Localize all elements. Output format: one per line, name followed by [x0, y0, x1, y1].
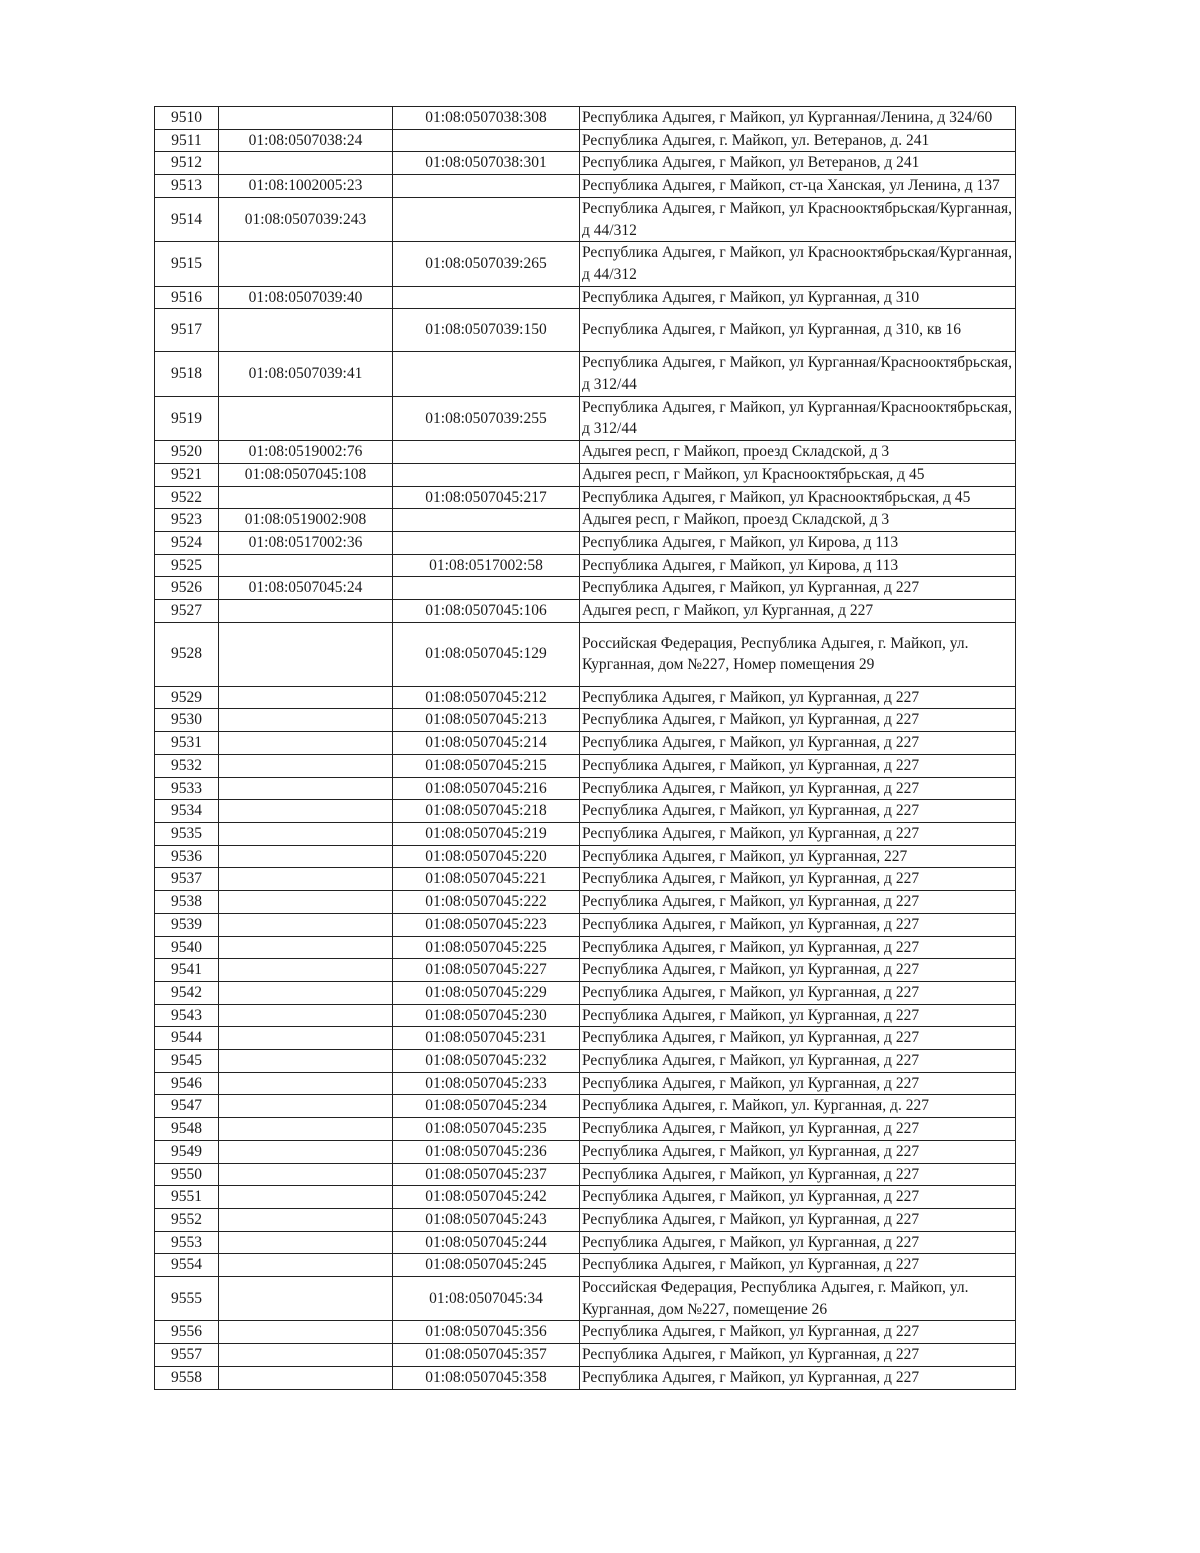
address-cell: Республика Адыгея, г Майкоп, ул Курганная, д 227 — [580, 1231, 1016, 1254]
table-row — [155, 286, 1016, 309]
cadastral-number-cell — [219, 1072, 393, 1095]
cadastral-number-cell — [219, 1366, 393, 1389]
premises-cadastral-number-cell: 01:08:0507045:357 — [393, 1344, 580, 1367]
cadastral-number-cell: 01:08:0507039:40 — [219, 286, 393, 309]
cadastral-number-cell — [219, 754, 393, 777]
table-row — [155, 1231, 1016, 1254]
row-number-cell: 9537 — [155, 868, 219, 891]
premises-cadastral-number-cell: 01:08:0507045:213 — [393, 709, 580, 732]
table-row — [155, 777, 1016, 800]
table-row — [155, 822, 1016, 845]
premises-cadastral-number-cell: 01:08:0507039:265 — [393, 242, 580, 286]
premises-cadastral-number-cell: 01:08:0507045:230 — [393, 1004, 580, 1027]
premises-cadastral-number-cell: 01:08:0507045:245 — [393, 1254, 580, 1277]
premises-cadastral-number-cell: 01:08:0507045:356 — [393, 1321, 580, 1344]
table-row — [155, 486, 1016, 509]
premises-cadastral-number-cell: 01:08:0507045:129 — [393, 622, 580, 686]
premises-cadastral-number-cell — [393, 286, 580, 309]
premises-cadastral-number-cell: 01:08:0507045:214 — [393, 732, 580, 755]
cadastral-number-cell — [219, 959, 393, 982]
premises-cadastral-number-cell — [393, 129, 580, 152]
row-number-cell: 9549 — [155, 1140, 219, 1163]
premises-cadastral-number-cell: 01:08:0507045:34 — [393, 1277, 580, 1321]
table-row — [155, 800, 1016, 823]
table-row — [155, 1118, 1016, 1141]
address-cell: Республика Адыгея, г Майкоп, ул Курганная, д 227 — [580, 754, 1016, 777]
row-number-cell: 9517 — [155, 309, 219, 352]
premises-cadastral-number-cell — [393, 531, 580, 554]
row-number-cell: 9525 — [155, 554, 219, 577]
address-cell: Республика Адыгея, г Майкоп, ул Курганная, д 227 — [580, 1366, 1016, 1389]
cadastral-number-cell: 01:08:0507038:24 — [219, 129, 393, 152]
premises-cadastral-number-cell — [393, 175, 580, 198]
cadastral-number-cell — [219, 845, 393, 868]
premises-cadastral-number-cell — [393, 352, 580, 396]
row-number-cell: 9547 — [155, 1095, 219, 1118]
row-number-cell: 9513 — [155, 175, 219, 198]
premises-cadastral-number-cell: 01:08:0517002:58 — [393, 554, 580, 577]
table-row — [155, 1004, 1016, 1027]
table-row — [155, 1163, 1016, 1186]
row-number-cell: 9534 — [155, 800, 219, 823]
address-cell: Республика Адыгея, г Майкоп, ул Курганная, д 227 — [580, 1186, 1016, 1209]
table-row — [155, 352, 1016, 396]
row-number-cell: 9514 — [155, 197, 219, 241]
premises-cadastral-number-cell: 01:08:0507045:232 — [393, 1050, 580, 1073]
premises-cadastral-number-cell: 01:08:0507039:255 — [393, 396, 580, 440]
cadastral-number-cell — [219, 1095, 393, 1118]
cadastral-number-cell — [219, 1231, 393, 1254]
address-cell: Республика Адыгея, г Майкоп, ул Курганная, 227 — [580, 845, 1016, 868]
cadastral-number-cell — [219, 1321, 393, 1344]
row-number-cell: 9532 — [155, 754, 219, 777]
address-cell: Республика Адыгея, г Майкоп, ул Курганная, д 227 — [580, 800, 1016, 823]
address-cell: Республика Адыгея, г Майкоп, ул Курганная, д 227 — [580, 913, 1016, 936]
table-row — [155, 709, 1016, 732]
address-cell: Республика Адыгея, г Майкоп, ул Курганная/Ленина, д 324/60 — [580, 107, 1016, 130]
premises-cadastral-number-cell: 01:08:0507045:222 — [393, 891, 580, 914]
address-cell: Республика Адыгея, г Майкоп, ул Курганная, д 227 — [580, 577, 1016, 600]
table-row — [155, 754, 1016, 777]
premises-cadastral-number-cell: 01:08:0507045:227 — [393, 959, 580, 982]
address-cell: Республика Адыгея, г Майкоп, ул Курганная, д 227 — [580, 1140, 1016, 1163]
cadastral-number-cell — [219, 622, 393, 686]
row-number-cell: 9519 — [155, 396, 219, 440]
address-cell: Республика Адыгея, г Майкоп, ул Курганная, д 227 — [580, 1072, 1016, 1095]
row-number-cell: 9515 — [155, 242, 219, 286]
table-row — [155, 868, 1016, 891]
table-row — [155, 1072, 1016, 1095]
address-cell: Республика Адыгея, г Майкоп, ул Курганная, д 227 — [580, 1118, 1016, 1141]
cadastral-number-cell — [219, 1186, 393, 1209]
row-number-cell: 9518 — [155, 352, 219, 396]
cadastral-number-cell — [219, 800, 393, 823]
table-row — [155, 175, 1016, 198]
table-row — [155, 107, 1016, 130]
address-cell: Республика Адыгея, г Майкоп, ул Курганная, д 227 — [580, 868, 1016, 891]
cadastral-number-cell — [219, 936, 393, 959]
row-number-cell: 9539 — [155, 913, 219, 936]
premises-cadastral-number-cell: 01:08:0507045:106 — [393, 600, 580, 623]
address-cell: Республика Адыгея, г Майкоп, ул Курганная, д 227 — [580, 777, 1016, 800]
premises-cadastral-number-cell: 01:08:0507045:212 — [393, 686, 580, 709]
address-cell: Республика Адыгея, г Майкоп, ул Курганная, д 227 — [580, 686, 1016, 709]
premises-cadastral-number-cell: 01:08:0507045:236 — [393, 1140, 580, 1163]
address-cell: Республика Адыгея, г Майкоп, ул Курганная, д 227 — [580, 732, 1016, 755]
row-number-cell: 9527 — [155, 600, 219, 623]
cadastral-number-cell: 01:08:0519002:76 — [219, 441, 393, 464]
row-number-cell: 9520 — [155, 441, 219, 464]
table-row — [155, 1254, 1016, 1277]
premises-cadastral-number-cell: 01:08:0507038:301 — [393, 152, 580, 175]
address-cell: Республика Адыгея, г Майкоп, ул Краснооктябрьская/Курганная, д 44/312 — [580, 197, 1016, 241]
address-cell: Республика Адыгея, г Майкоп, ул Кирова, д 113 — [580, 554, 1016, 577]
cadastral-number-cell — [219, 486, 393, 509]
row-number-cell: 9535 — [155, 822, 219, 845]
table-row — [155, 1208, 1016, 1231]
table-row — [155, 1027, 1016, 1050]
table-row — [155, 913, 1016, 936]
premises-cadastral-number-cell: 01:08:0507045:225 — [393, 936, 580, 959]
cadastral-number-cell — [219, 1344, 393, 1367]
premises-cadastral-number-cell: 01:08:0507039:150 — [393, 309, 580, 352]
address-cell: Республика Адыгея, г Майкоп, ул Курганная, д 227 — [580, 1254, 1016, 1277]
premises-cadastral-number-cell: 01:08:0507045:223 — [393, 913, 580, 936]
row-number-cell: 9526 — [155, 577, 219, 600]
row-number-cell: 9540 — [155, 936, 219, 959]
table-row — [155, 1050, 1016, 1073]
cadastral-number-cell — [219, 600, 393, 623]
row-number-cell: 9523 — [155, 509, 219, 532]
cadastral-number-cell — [219, 1254, 393, 1277]
address-cell: Республика Адыгея, г Майкоп, ул Кирова, д 113 — [580, 531, 1016, 554]
address-cell: Республика Адыгея, г Майкоп, ул Курганная, д 227 — [580, 1344, 1016, 1367]
row-number-cell: 9512 — [155, 152, 219, 175]
address-cell: Российская Федерация, Республика Адыгея, г. Майкоп, ул. Курганная, дом №227, Номер помещения 29 — [580, 622, 1016, 686]
cadastral-number-cell: 01:08:0517002:36 — [219, 531, 393, 554]
cadastral-number-cell — [219, 891, 393, 914]
premises-cadastral-number-cell: 01:08:0507045:234 — [393, 1095, 580, 1118]
premises-cadastral-number-cell: 01:08:0507045:216 — [393, 777, 580, 800]
address-cell: Республика Адыгея, г Майкоп, ул Курганная, д 227 — [580, 959, 1016, 982]
row-number-cell: 9554 — [155, 1254, 219, 1277]
row-number-cell: 9558 — [155, 1366, 219, 1389]
table-row — [155, 554, 1016, 577]
premises-cadastral-number-cell: 01:08:0507045:233 — [393, 1072, 580, 1095]
row-number-cell: 9555 — [155, 1277, 219, 1321]
table-row — [155, 463, 1016, 486]
cadastral-number-cell: 01:08:0519002:908 — [219, 509, 393, 532]
row-number-cell: 9522 — [155, 486, 219, 509]
row-number-cell: 9538 — [155, 891, 219, 914]
row-number-cell: 9545 — [155, 1050, 219, 1073]
table-row — [155, 577, 1016, 600]
premises-cadastral-number-cell: 01:08:0507045:217 — [393, 486, 580, 509]
table-row — [155, 1095, 1016, 1118]
address-cell: Республика Адыгея, г Майкоп, ул Курганная, д 227 — [580, 822, 1016, 845]
cadastral-number-cell — [219, 1277, 393, 1321]
cadastral-number-cell — [219, 868, 393, 891]
cadastral-number-cell — [219, 1118, 393, 1141]
cadastral-number-cell: 01:08:0507039:243 — [219, 197, 393, 241]
table-row — [155, 441, 1016, 464]
premises-cadastral-number-cell: 01:08:0507045:243 — [393, 1208, 580, 1231]
premises-cadastral-number-cell: 01:08:0507045:235 — [393, 1118, 580, 1141]
address-cell: Республика Адыгея, г Майкоп, ул Курганная/Краснооктябрьская, д 312/44 — [580, 396, 1016, 440]
address-cell: Адыгея респ, г Майкоп, ул Краснооктябрьская, д 45 — [580, 463, 1016, 486]
row-number-cell: 9529 — [155, 686, 219, 709]
cadastral-number-cell — [219, 1163, 393, 1186]
table-row — [155, 1140, 1016, 1163]
cadastral-number-cell — [219, 686, 393, 709]
cadastral-number-cell — [219, 1004, 393, 1027]
table-row — [155, 509, 1016, 532]
cadastral-number-cell — [219, 396, 393, 440]
table-row — [155, 891, 1016, 914]
premises-cadastral-number-cell: 01:08:0507045:358 — [393, 1366, 580, 1389]
premises-cadastral-number-cell: 01:08:0507045:244 — [393, 1231, 580, 1254]
table-row — [155, 152, 1016, 175]
row-number-cell: 9521 — [155, 463, 219, 486]
table-row — [155, 686, 1016, 709]
row-number-cell: 9551 — [155, 1186, 219, 1209]
address-cell: Российская Федерация, Республика Адыгея, г. Майкоп, ул. Курганная, дом №227, помещение 26 — [580, 1277, 1016, 1321]
row-number-cell: 9531 — [155, 732, 219, 755]
premises-cadastral-number-cell: 01:08:0507045:219 — [393, 822, 580, 845]
row-number-cell: 9546 — [155, 1072, 219, 1095]
cadastral-number-cell — [219, 913, 393, 936]
cadastral-number-cell — [219, 107, 393, 130]
address-cell: Адыгея респ, г Майкоп, ул Курганная, д 227 — [580, 600, 1016, 623]
row-number-cell: 9552 — [155, 1208, 219, 1231]
cadastral-number-cell: 01:08:0507045:24 — [219, 577, 393, 600]
row-number-cell: 9557 — [155, 1344, 219, 1367]
cadastral-number-cell — [219, 822, 393, 845]
address-cell: Республика Адыгея, г Майкоп, ул Курганная, д 227 — [580, 709, 1016, 732]
table-row — [155, 959, 1016, 982]
cadastral-number-cell — [219, 709, 393, 732]
cadastral-number-cell — [219, 1050, 393, 1073]
table-row — [155, 197, 1016, 241]
cadastral-number-cell — [219, 242, 393, 286]
row-number-cell: 9510 — [155, 107, 219, 130]
row-number-cell: 9550 — [155, 1163, 219, 1186]
table-row — [155, 1277, 1016, 1321]
address-cell: Республика Адыгея, г. Майкоп, ул. Курганная, д. 227 — [580, 1095, 1016, 1118]
address-cell: Республика Адыгея, г Майкоп, ул Курганная, д 227 — [580, 1208, 1016, 1231]
address-cell: Адыгея респ, г Майкоп, проезд Складской, д 3 — [580, 441, 1016, 464]
address-cell: Республика Адыгея, г. Майкоп, ул. Ветеранов, д. 241 — [580, 129, 1016, 152]
table-row — [155, 1366, 1016, 1389]
address-cell: Республика Адыгея, г Майкоп, ул Курганная, д 227 — [580, 891, 1016, 914]
cadastral-number-cell — [219, 981, 393, 1004]
address-cell: Республика Адыгея, г Майкоп, ул Краснооктябрьская, д 45 — [580, 486, 1016, 509]
premises-cadastral-number-cell: 01:08:0507045:242 — [393, 1186, 580, 1209]
table-row — [155, 531, 1016, 554]
table-body — [155, 107, 1016, 1390]
cadastral-number-cell — [219, 309, 393, 352]
address-cell: Республика Адыгея, г Майкоп, ул Курганная, д 310 — [580, 286, 1016, 309]
address-cell: Республика Адыгея, г Майкоп, ул Курганная, д 310, кв 16 — [580, 309, 1016, 352]
table-row — [155, 1186, 1016, 1209]
cadastral-number-cell — [219, 554, 393, 577]
table-row — [155, 936, 1016, 959]
premises-cadastral-number-cell: 01:08:0507045:229 — [393, 981, 580, 1004]
address-cell: Республика Адыгея, г Майкоп, ул Курганная, д 227 — [580, 936, 1016, 959]
table-row — [155, 981, 1016, 1004]
cadastral-number-cell — [219, 777, 393, 800]
table-row — [155, 309, 1016, 352]
table-row — [155, 242, 1016, 286]
cadastral-number-cell: 01:08:1002005:23 — [219, 175, 393, 198]
premises-cadastral-number-cell: 01:08:0507038:308 — [393, 107, 580, 130]
address-cell: Республика Адыгея, г Майкоп, ул Курганная, д 227 — [580, 981, 1016, 1004]
row-number-cell: 9530 — [155, 709, 219, 732]
row-number-cell: 9556 — [155, 1321, 219, 1344]
row-number-cell: 9548 — [155, 1118, 219, 1141]
row-number-cell: 9524 — [155, 531, 219, 554]
table-row — [155, 732, 1016, 755]
cadastral-number-cell — [219, 732, 393, 755]
table-row — [155, 129, 1016, 152]
premises-cadastral-number-cell — [393, 577, 580, 600]
address-cell: Республика Адыгея, г Майкоп, ул Курганная, д 227 — [580, 1050, 1016, 1073]
premises-cadastral-number-cell — [393, 463, 580, 486]
premises-cadastral-number-cell: 01:08:0507045:220 — [393, 845, 580, 868]
cadastral-number-cell — [219, 152, 393, 175]
premises-cadastral-number-cell — [393, 509, 580, 532]
address-cell: Республика Адыгея, г Майкоп, ул Краснооктябрьская/Курганная, д 44/312 — [580, 242, 1016, 286]
row-number-cell: 9536 — [155, 845, 219, 868]
row-number-cell: 9553 — [155, 1231, 219, 1254]
address-cell: Республика Адыгея, г Майкоп, ул Курганная, д 227 — [580, 1163, 1016, 1186]
address-cell: Республика Адыгея, г Майкоп, ул Курганная, д 227 — [580, 1004, 1016, 1027]
premises-cadastral-number-cell: 01:08:0507045:237 — [393, 1163, 580, 1186]
table-row — [155, 845, 1016, 868]
address-cell: Республика Адыгея, г Майкоп, ст-ца Ханская, ул Ленина, д 137 — [580, 175, 1016, 198]
row-number-cell: 9533 — [155, 777, 219, 800]
premises-cadastral-number-cell — [393, 197, 580, 241]
cadastral-table — [154, 106, 1016, 1390]
premises-cadastral-number-cell: 01:08:0507045:221 — [393, 868, 580, 891]
table-row — [155, 1321, 1016, 1344]
row-number-cell: 9528 — [155, 622, 219, 686]
premises-cadastral-number-cell: 01:08:0507045:218 — [393, 800, 580, 823]
cadastral-number-cell: 01:08:0507039:41 — [219, 352, 393, 396]
address-cell: Республика Адыгея, г Майкоп, ул Курганная, д 227 — [580, 1027, 1016, 1050]
cadastral-number-cell — [219, 1208, 393, 1231]
row-number-cell: 9511 — [155, 129, 219, 152]
cadastral-number-cell: 01:08:0507045:108 — [219, 463, 393, 486]
row-number-cell: 9541 — [155, 959, 219, 982]
cadastral-number-cell — [219, 1140, 393, 1163]
address-cell: Республика Адыгея, г Майкоп, ул Курганная, д 227 — [580, 1321, 1016, 1344]
table-row — [155, 622, 1016, 686]
premises-cadastral-number-cell: 01:08:0507045:215 — [393, 754, 580, 777]
premises-cadastral-number-cell — [393, 441, 580, 464]
table-row — [155, 1344, 1016, 1367]
premises-cadastral-number-cell: 01:08:0507045:231 — [393, 1027, 580, 1050]
address-cell: Республика Адыгея, г Майкоп, ул Ветеранов, д 241 — [580, 152, 1016, 175]
table-row — [155, 600, 1016, 623]
address-cell: Адыгея респ, г Майкоп, проезд Складской, д 3 — [580, 509, 1016, 532]
row-number-cell: 9542 — [155, 981, 219, 1004]
row-number-cell: 9543 — [155, 1004, 219, 1027]
row-number-cell: 9516 — [155, 286, 219, 309]
address-cell: Республика Адыгея, г Майкоп, ул Курганная/Краснооктябрьская, д 312/44 — [580, 352, 1016, 396]
table-row — [155, 396, 1016, 440]
row-number-cell: 9544 — [155, 1027, 219, 1050]
cadastral-number-cell — [219, 1027, 393, 1050]
